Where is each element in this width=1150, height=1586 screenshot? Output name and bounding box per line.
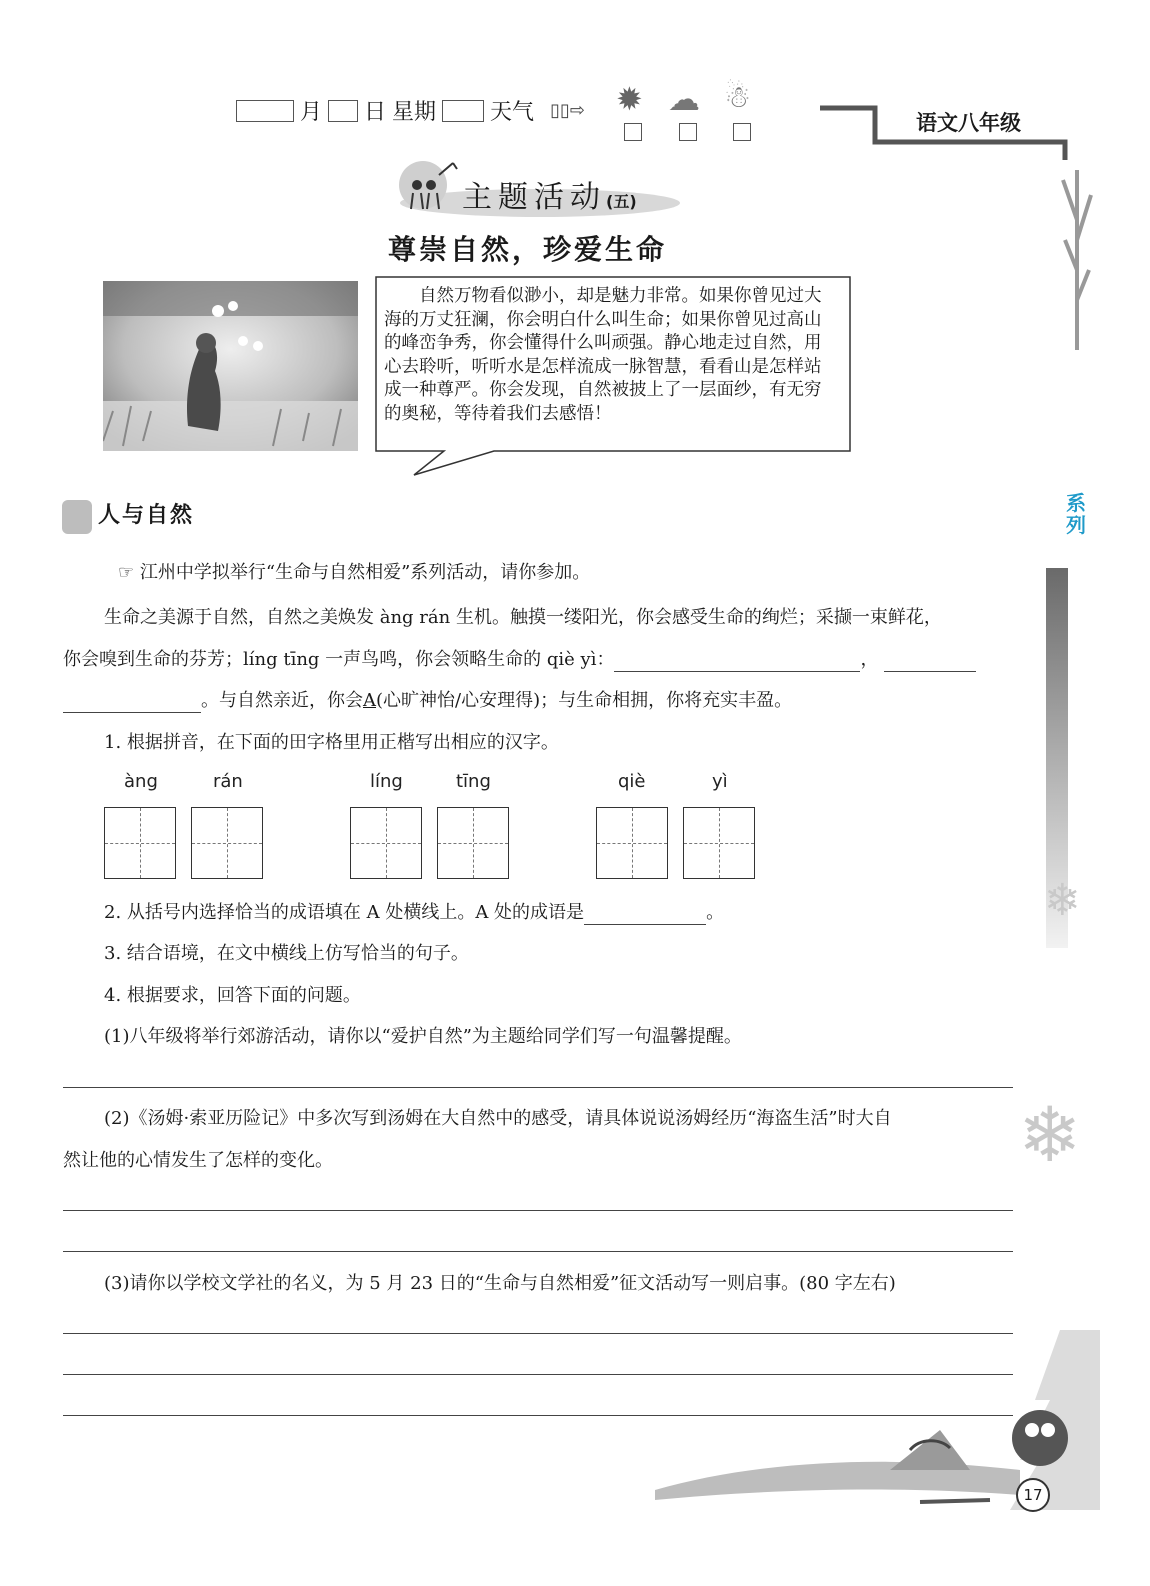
pinyin-1: àng: [124, 771, 158, 792]
date-weather-header: [236, 95, 585, 126]
question-4-2-line-1: (2)《汤姆·索亚历险记》中多次写到汤姆在大自然中的感受，请具体说说汤姆经历“海盗生活”时大自: [104, 1108, 892, 1129]
writing-grid-yi[interactable]: [683, 807, 755, 879]
section-icon: [62, 500, 92, 534]
weather-label: 天气: [490, 100, 535, 125]
question-2-text: 2. 从括号内选择恰当的成语填在 A 处横线上。A 处的成语是: [104, 902, 585, 923]
passage-line-3-end: (心旷神怡/心安理得)；与生命相拥，你将充实丰盈。: [376, 690, 793, 711]
comma: ，: [860, 649, 879, 670]
writing-grid-ting[interactable]: [437, 807, 509, 879]
intro-text: 自然万物看似渺小，却是魅力非常。如果你曾见过大海的万丈狂澜，你会明白什么叫生命；如果你曾见过高山的峰峦争秀，你会懂得什么叫顽强。静心地走过自然，用心去聆听，听听水是怎样流成一脉智慧，看看山是怎样站成一种尊严。你会发现，自然被披上了一层面纱，有无穷的奥秘，等待着我们去感悟！: [384, 286, 822, 424]
pinyin-2: rán: [213, 771, 243, 792]
page-number: 17: [1016, 1478, 1050, 1512]
question-4-2-line-2: 然让他的心情发生了怎样的变化。: [63, 1150, 333, 1171]
title-main: [462, 172, 637, 216]
pinyin-5: qiè: [618, 771, 646, 792]
snowy-checkbox[interactable]: [733, 123, 751, 141]
side-tab-label: 系列: [1066, 491, 1086, 537]
answer-line[interactable]: [63, 1251, 1013, 1252]
activity-prompt: [118, 561, 590, 585]
idiom-answer-blank[interactable]: [584, 904, 706, 925]
activity-prompt-text: 江州中学拟举行“生命与自然相爱”系列活动，请你参加。: [139, 562, 591, 583]
weekday-blank[interactable]: [442, 100, 484, 122]
day-blank[interactable]: [328, 100, 358, 122]
imitation-blank-2-end[interactable]: [63, 692, 201, 713]
month-blank[interactable]: [236, 100, 294, 122]
title-text: 主题活动: [462, 180, 606, 215]
sun-icon: ✹: [616, 80, 643, 118]
question-2-end: 。: [706, 902, 725, 923]
sunny-checkbox[interactable]: [624, 123, 642, 141]
answer-line[interactable]: [63, 1210, 1013, 1211]
question-2: [104, 901, 724, 925]
imitation-blank-1[interactable]: [614, 651, 860, 672]
passage-line-1: 生命之美源于自然，自然之美焕发 àng rán 生机。触摸一缕阳光，你会感受生命的绚烂；采撷一束鲜花，: [104, 607, 942, 628]
arrow-icon: ▯▯⇨: [550, 100, 585, 121]
writing-grid-ran[interactable]: [191, 807, 263, 879]
cloudy-icon: ☁: [668, 80, 700, 118]
writing-grid-ling[interactable]: [350, 807, 422, 879]
writing-grid-qie[interactable]: [596, 807, 668, 879]
intro-photo: [103, 281, 358, 451]
question-4-1: (1)八年级将举行郊游活动，请你以“爱护自然”为主题给同学们写一句温馨提醒。: [104, 1026, 742, 1047]
pinyin-6: yì: [712, 771, 728, 792]
question-3: 3. 结合语境，在文中横线上仿写恰当的句子。: [104, 943, 469, 964]
day-label: 日: [364, 100, 387, 125]
writing-grid-ang[interactable]: [104, 807, 176, 879]
title-number: (五): [606, 192, 637, 211]
passage-line-2: [63, 648, 976, 672]
cloudy-checkbox[interactable]: [679, 123, 697, 141]
passage-line-3: [63, 689, 792, 713]
snowflake-icon: ❄: [1044, 875, 1081, 926]
question-4-3: (3)请你以学校文学社的名义，为 5 月 23 日的“生命与自然相爱”征文活动写一则启事。(80 字左右): [104, 1273, 896, 1294]
answer-line[interactable]: [63, 1087, 1013, 1088]
month-label: 月: [300, 100, 323, 125]
question-4: 4. 根据要求，回答下面的问题。: [104, 985, 361, 1006]
snow-icon: ☃: [724, 80, 751, 115]
header-decoration: [815, 100, 1115, 370]
grade-label: 语文八年级: [916, 110, 1021, 135]
passage-line-3-text: 。与自然亲近，你会: [201, 690, 363, 711]
pinyin-3: líng: [370, 771, 403, 792]
subtitle: 尊崇自然，珍爱生命: [388, 233, 668, 266]
snowflake-large-icon: ❄: [1018, 1090, 1082, 1179]
section-heading: 人与自然: [98, 503, 195, 528]
question-1: 1. 根据拼音，在下面的田字格里用正楷写出相应的汉字。: [104, 732, 559, 753]
pinyin-4: tīng: [456, 771, 491, 792]
blank-A-marker[interactable]: A: [363, 690, 376, 711]
imitation-blank-2-start[interactable]: [884, 651, 976, 672]
passage-line-2-text: 你会嗅到生命的芬芳；líng tīng 一声鸟鸣，你会领略生命的 qiè yì：: [63, 649, 615, 670]
hand-pointer-icon: ☞: [118, 562, 135, 583]
weekday-label: 星期: [392, 100, 437, 125]
